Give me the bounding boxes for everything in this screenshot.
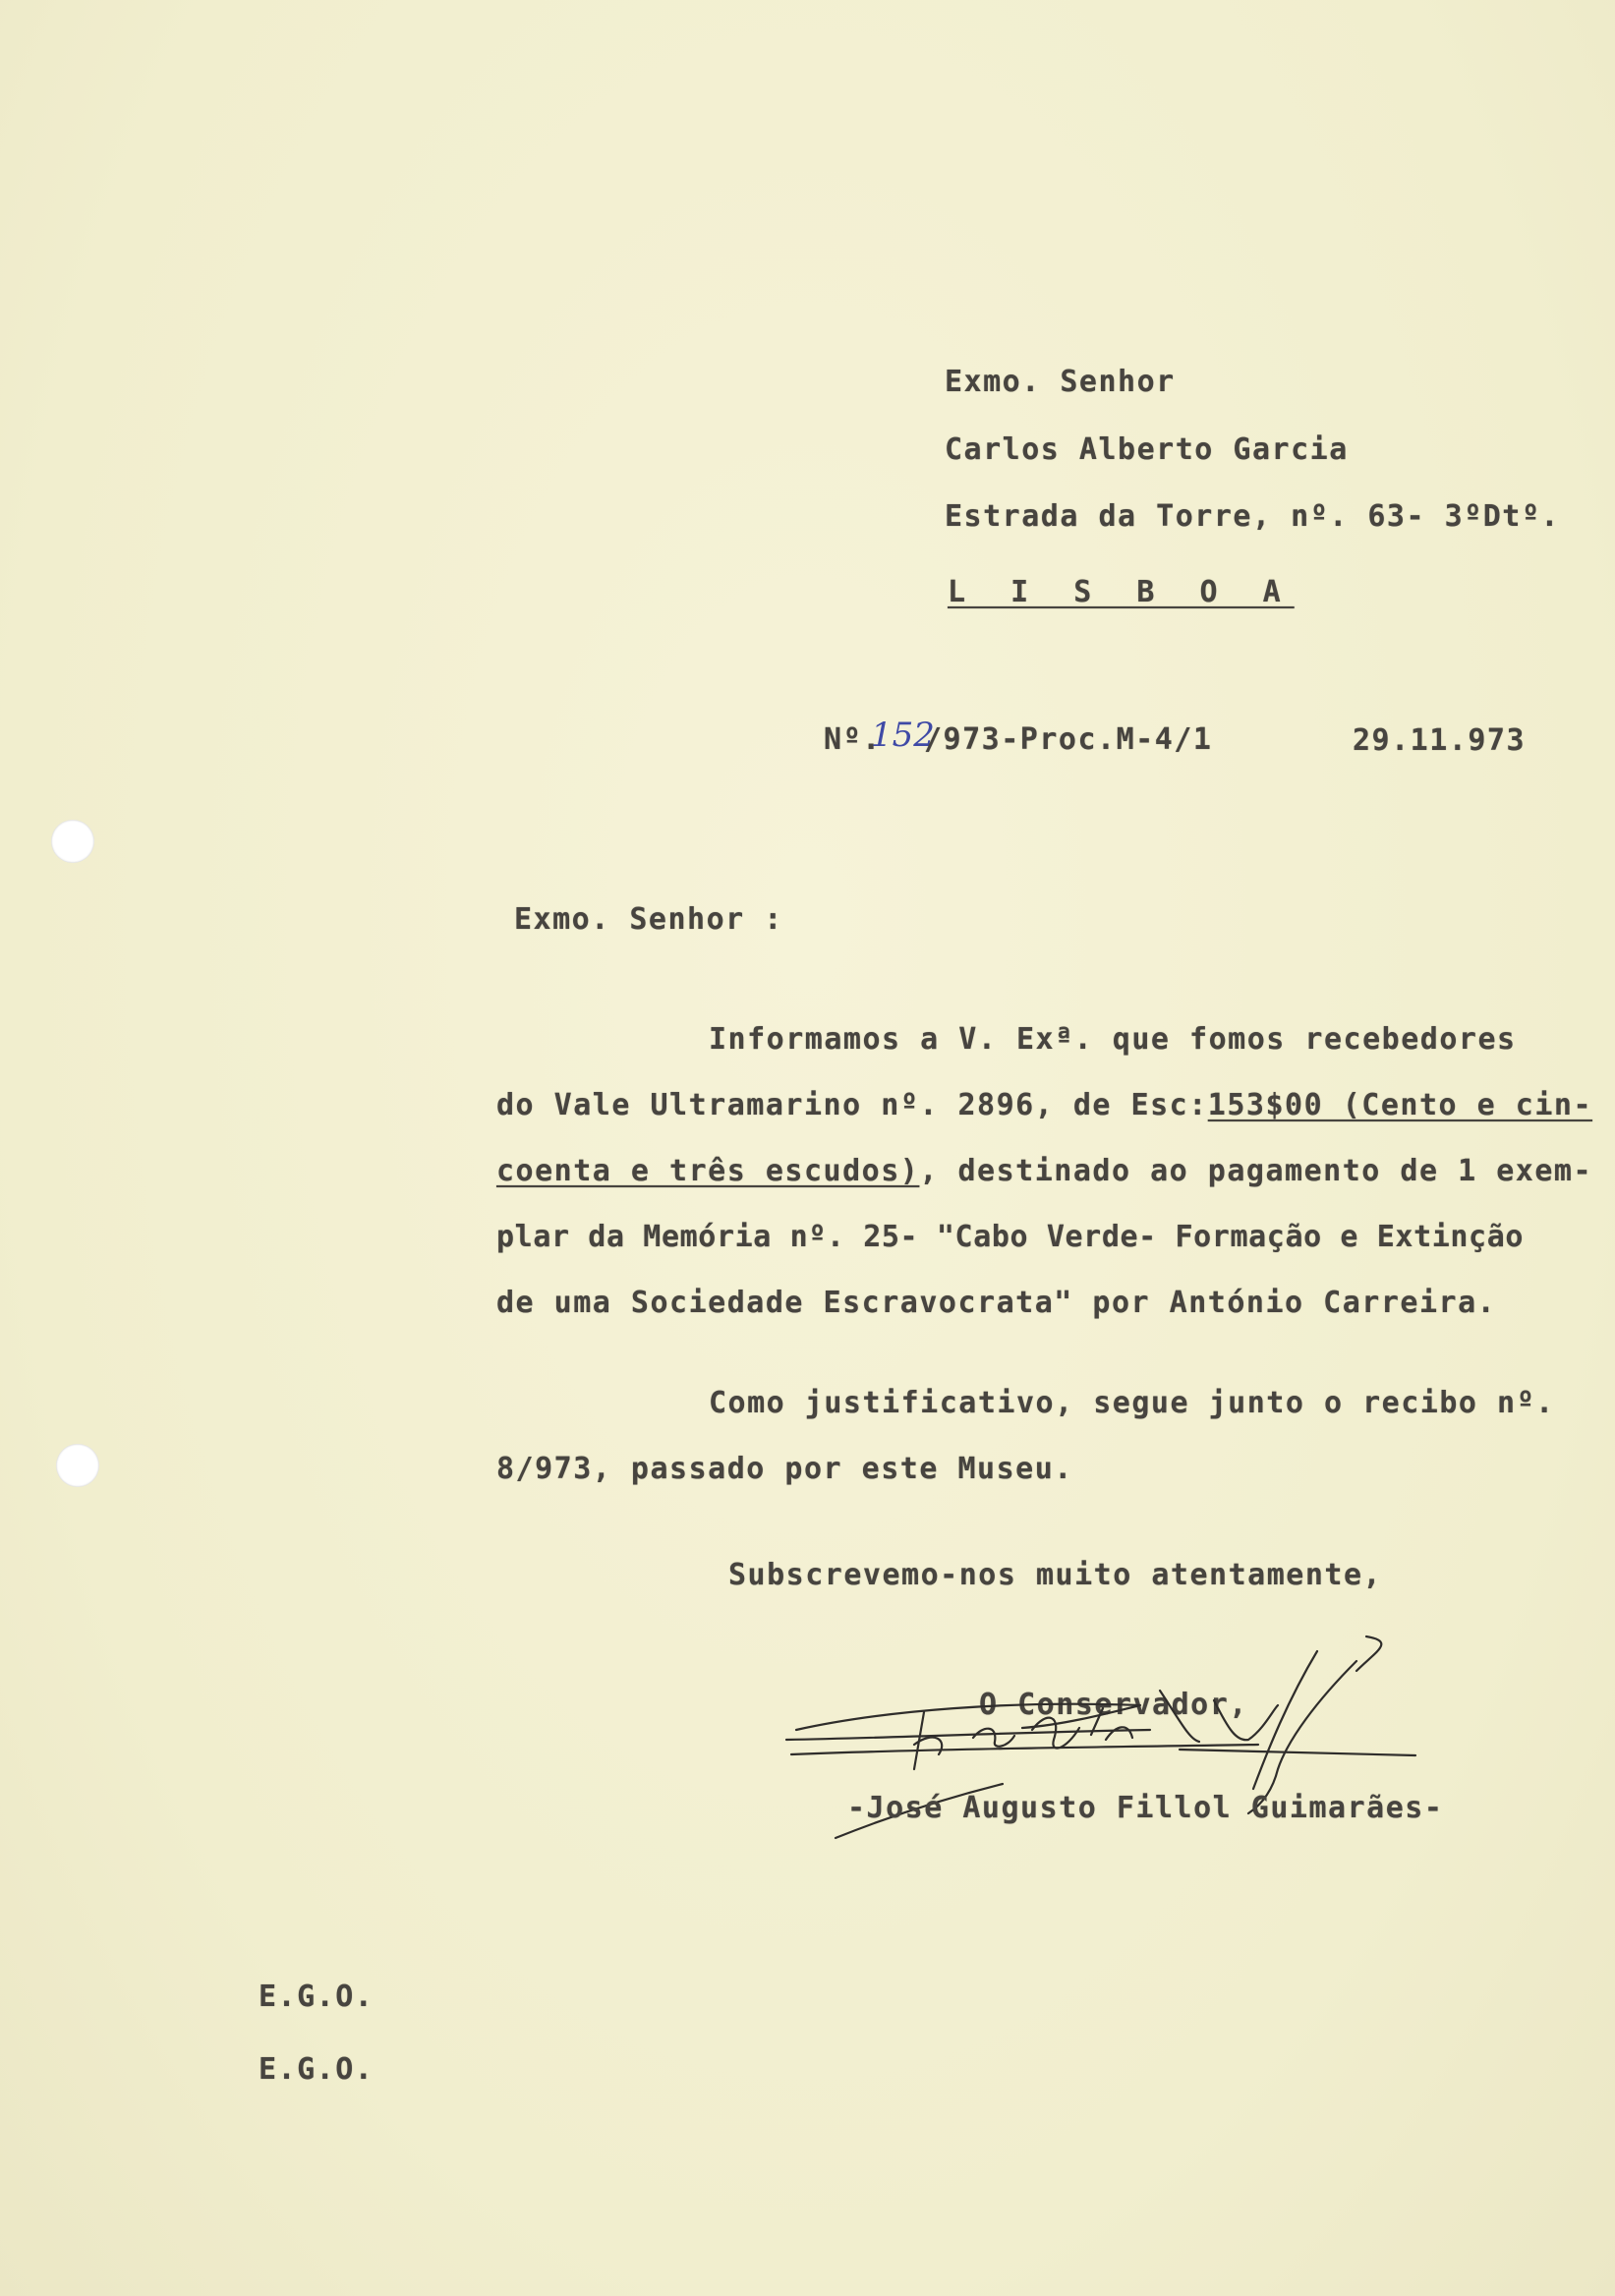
closing: Subscrevemo-nos muito atentamente, (728, 1558, 1383, 1592)
amount-underlined: 153$00 (Cento e cin- (1207, 1088, 1593, 1122)
signatory-name: -José Augusto Fillol Guimarães- (847, 1791, 1444, 1825)
paragraph-1-line-4: plar da Memória nº. 25- "Cabo Verde- Formação e Extinção (496, 1220, 1525, 1254)
initials-line-1: E.G.O. (259, 1980, 375, 2014)
punch-hole-bottom (56, 1444, 99, 1487)
reference-process: /973-Proc.M-4/1 (924, 722, 1213, 757)
addressee-street: Estrada da Torre, nº. 63- 3ºDtº. (945, 499, 1560, 534)
paragraph-1-line-5: de uma Sociedade Escravocrata" por António Carreira. (496, 1286, 1497, 1320)
amount-words-underlined: coenta e três escudos) (496, 1154, 920, 1188)
reference-date: 29.11.973 (1353, 723, 1527, 758)
punch-hole-top (51, 820, 94, 863)
greeting: Exmo. Senhor : (514, 902, 783, 937)
paragraph-1-line-3 (496, 1154, 1593, 1188)
paragraph-2-line-2: 8/973, passado por este Museu. (496, 1452, 1073, 1486)
paragraph-1-line-2-text: do Vale Ultramarino nº. 2896, de Esc: (496, 1088, 1208, 1122)
addressee-name: Carlos Alberto Garcia (945, 432, 1349, 467)
reference-prefix: Nº. (824, 722, 882, 757)
paragraph-1-line-1: Informamos a V. Exª. que fomos recebedores (709, 1022, 1517, 1057)
addressee-city: L I S B O A (948, 575, 1295, 609)
paragraph-1-line-3-text: , destinado ao pagamento de 1 exem- (919, 1154, 1593, 1188)
paragraph-1-line-2 (496, 1088, 1593, 1122)
addressee-salutation: Exmo. Senhor (945, 365, 1176, 399)
paragraph-2-line-1: Como justificativo, segue junto o recibo nº. (709, 1386, 1555, 1420)
reference-handwritten-number: 152 (871, 716, 935, 755)
initials-line-2: E.G.O. (259, 2052, 375, 2087)
signature-title: O Conservador, (979, 1688, 1248, 1722)
